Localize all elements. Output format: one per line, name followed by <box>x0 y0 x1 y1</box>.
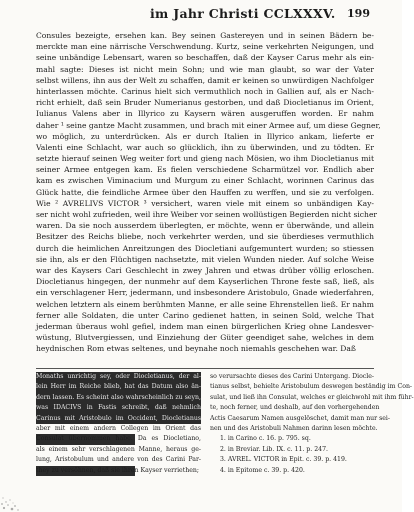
footnote-line: was IDACIVS in Fastis schreibt, daß nehmlich <box>36 403 201 413</box>
text-line: jederman überaus wohl gefiel, indem man einen bürgerlichen Krieg ohne Landesver- <box>36 321 374 331</box>
footnote-line: als einem sehr verschlagenen Manne, heraus ge- <box>36 445 201 453</box>
footnote-line: tianus selbst, behielte Aristobulum deswegen beständig im Con- <box>210 383 413 391</box>
text-line: Consules bezeigte, ersehen kan. Bey seinen Gastereyen und in seinen Bädern be- <box>36 31 374 40</box>
text-line: ferner alle Soldaten, die unter Carino gedienet hatten, in seinen Sold, welche That <box>36 310 374 320</box>
text-line: Glück hatte, die feindliche Armee über den Hauffen zu werffen, und sie zu verfolgen. <box>36 187 374 197</box>
page-number: 199 <box>347 7 370 20</box>
footnote-column-left <box>36 372 201 476</box>
footnote-line: dern lassen. Es scheint also wahrscheinlich zu seyn, <box>36 393 201 403</box>
footnote-reference: 3. AVREL. VICTOR in Epit. c. 39. p. 419. <box>220 456 347 464</box>
text-line: ein verschlagener Herr, jedermann, und insbesondere Aristobulo, Gnade wiederfahren, <box>36 288 374 298</box>
text-line: selbst willens, ihn aus der Welt zu schaffen, damit er keinen so unwürdigen Nachfolger <box>36 75 374 85</box>
text-line: Iulianus Valens aber in Illyrico zu Kaysern wären ausgeruffen worden. Er nahm <box>36 109 374 119</box>
text-line: setzte hierauf seinen Weg weiter fort und gieng nach Mösien, wo ihm Diocletianus mit <box>36 154 374 164</box>
text-line: wo möglich, zu unterdrücken. Als er durch Italien in Illyrico ankam, lieferte er <box>36 131 374 141</box>
footnote-line: Actis Caesarum Namen ausgelöschet, damit man nur sei- <box>210 414 390 422</box>
footnote-line: Carinus mit Aristobulo im Occident, Diocletianus <box>36 414 201 424</box>
footnote-line: aber mit einem andern Collegen im Orient das <box>36 424 201 432</box>
text-line: richt erhielt, daß sein Bruder Numerianus gestorben, und daß Diocletianus im Orient, <box>36 98 374 108</box>
text-line: durch die heimlichen Anreitzungen des Diocletiani aufgemuntert wurden; so stiessen <box>36 243 374 253</box>
text-line: Besitzer des Reichs bliebe, noch verkehrter werden, und sie überdieses vermuthlich <box>36 232 374 242</box>
text-line: welchen letztern als einem berühmten Manne, er alle seine Ehrenstellen ließ. Er nahm <box>36 299 374 309</box>
footnote-line: they zu versöhnen, daß sie ihren Kayser verriethen; <box>36 466 201 476</box>
footnote-line: Consulat übernommen habe. Da es Diocletiano, <box>36 434 201 444</box>
footnote-line: so verursachte dieses des Carini Untergang. Diocle- <box>210 373 374 380</box>
footnote-line: te, noch ferner, und deshalb, auf den vorhergehenden <box>210 404 380 412</box>
text-line: merckte man eine närrische Verschwendung. Kurtz, seine verkehrten Neigungen, und <box>36 42 374 52</box>
running-title: im Jahr Christi CCLXXXV. <box>150 6 336 21</box>
footnote-reference: 4. in Epitome c. 39. p. 420. <box>220 466 305 474</box>
text-line: ser nicht wohl zufrieden, weil ihre Weiber vor seinen wollüstigen Begierden nicht sicher <box>36 210 378 219</box>
text-line: Diocletianus hingegen, der nunmehr auf dem Kayserlichen Throne feste saß, ließ, als <box>36 277 374 287</box>
text-line: mahl sagte: Dieses ist nicht mein Sohn; und wie man glaubt, so war der Vater <box>36 64 374 74</box>
main-text-block <box>36 30 381 354</box>
text-line: kam es zwischen Viminacium und Murgum zu einer Schlacht, worinnen Carinus das <box>36 176 374 186</box>
text-line: waren. Da sie noch ausserdem überlegten, er möchte, wenn er überwände, und allein <box>36 221 374 231</box>
text-line: seiner Armee entgegen kam. Es fielen verschiedene Scharmützel vor. Endlich aber <box>36 165 374 175</box>
text-line: Wie ² AVRELIVS VICTOR ³ versichert, waren viele mit einem so unbändigen Kay- <box>36 198 374 208</box>
footnote-line: lung, Aristobulum und andere von des Carini Par- <box>36 456 201 464</box>
scan-speckle-mark <box>0 488 40 512</box>
footnote-column-right <box>210 372 414 476</box>
text-line: hinterlassen möchte. Carinus hielt sich vermuthlich noch in Gallien auf, als er Nach- <box>36 86 374 96</box>
text-line: Valenti eine Schlacht, war auch so glücklich, ihn zu überwinden, und zu tödten. Er <box>36 142 374 152</box>
text-line: seine unbändige Lebensart, waren so beschaffen, daß der Kayser Carus mehr als ein- <box>36 53 374 63</box>
text-line: wüstung, Blutvergiessen, und Einziehung der Güter geendiget sahe, welches in dem <box>36 333 374 343</box>
text-line: heydnischen Rom etwas seltenes, und beynahe noch niemahls geschehen war. Daß <box>36 344 356 354</box>
footnote-reference: 2. in Breviar. Lib. IX. c. 11. p. 247. <box>220 445 328 453</box>
running-head <box>34 6 370 24</box>
footnote-rule <box>36 368 374 369</box>
footnote-line: lein Herr im Reiche blieb, hat das Datum also än- <box>36 382 201 392</box>
text-line: sie ihn, als er den Flüchtigen nachsetzte, mit vielen Wunden nieder. Auf solche Weise <box>36 254 374 264</box>
text-line: daher ¹ seine gantze Macht zusammen, und brach mit einer Armee auf, um diese Gegner, <box>36 120 381 130</box>
footnote-reference: 1. in Carino c. 16. p. 795. sq. <box>220 435 311 443</box>
footnote-line: Monaths unrichtig sey, oder Diocletianus, der al- <box>36 372 201 382</box>
text-line: war des Kaysers Cari Geschlecht in zwey Jahren und etwas drüber völlig erloschen. <box>36 265 374 275</box>
footnote-line: sulat, und ließ ihn Consulat, welches er gleichwohl mit ihm führ- <box>210 393 414 401</box>
footnote-line: nen und des Aristobuli Nahmen darinn lesen möchte. <box>210 424 378 432</box>
